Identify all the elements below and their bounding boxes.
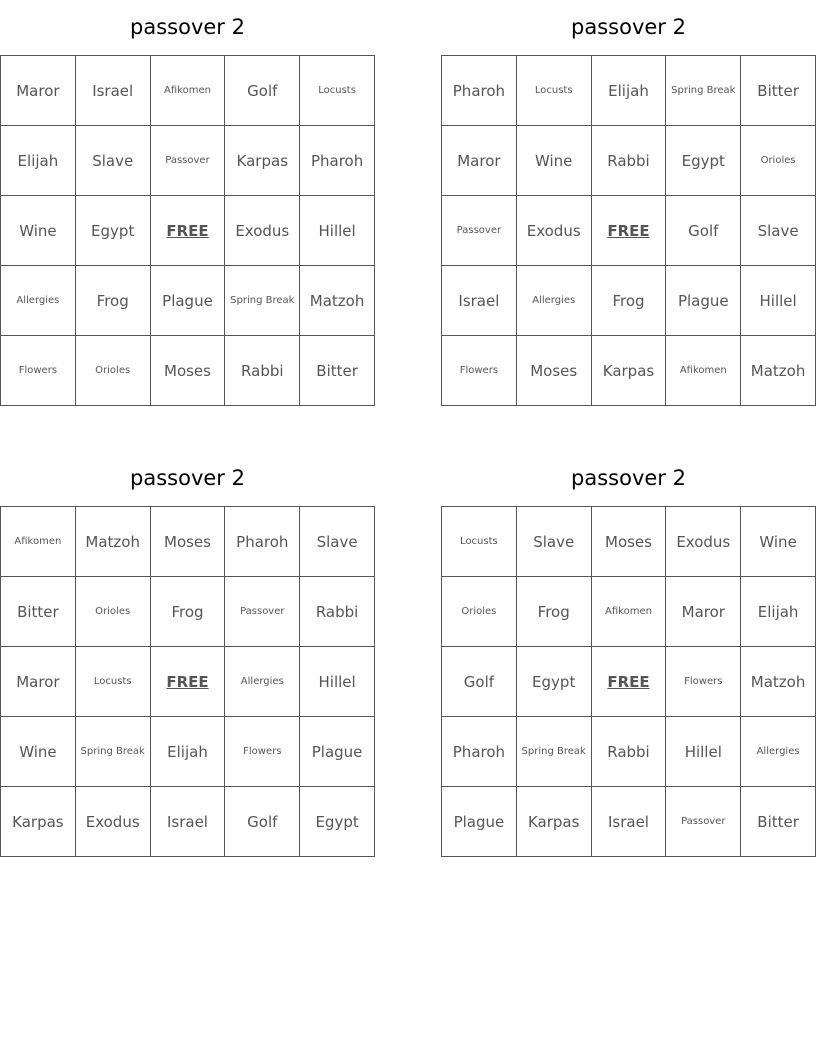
grid-row bbox=[1, 717, 375, 787]
bingo-cell: Exodus bbox=[75, 787, 150, 857]
bingo-cell: Passover bbox=[442, 196, 517, 266]
bingo-cell: Golf bbox=[225, 56, 300, 126]
grid-row bbox=[442, 787, 816, 857]
bingo-cell: Flowers bbox=[442, 336, 517, 406]
bingo-cell: Orioles bbox=[75, 336, 150, 406]
bingo-cell: Locusts bbox=[75, 647, 150, 717]
bingo-cell: Maror bbox=[1, 56, 76, 126]
bingo-cell: Allergies bbox=[1, 266, 76, 336]
bingo-cell: Rabbi bbox=[225, 336, 300, 406]
card-title: passover 2 bbox=[130, 15, 245, 39]
bingo-cell: Bitter bbox=[1, 577, 76, 647]
card-title: passover 2 bbox=[130, 466, 245, 490]
bingo-cell: Golf bbox=[225, 787, 300, 857]
grid-row bbox=[1, 647, 375, 717]
bingo-cell: Karpas bbox=[516, 787, 591, 857]
bingo-cell: Egypt bbox=[300, 787, 375, 857]
bingo-cell: Slave bbox=[516, 507, 591, 577]
grid-row bbox=[442, 647, 816, 717]
grid-row bbox=[442, 126, 816, 196]
bingo-cell: Passover bbox=[150, 126, 225, 196]
bingo-cell: Frog bbox=[516, 577, 591, 647]
bingo-grid bbox=[0, 506, 375, 857]
bingo-cell: Slave bbox=[741, 196, 816, 266]
bingo-cell: Passover bbox=[666, 787, 741, 857]
grid-row bbox=[1, 577, 375, 647]
bingo-cell: Elijah bbox=[591, 56, 666, 126]
free-cell: FREE bbox=[150, 196, 225, 266]
bingo-cell: Maror bbox=[666, 577, 741, 647]
free-cell: FREE bbox=[591, 196, 666, 266]
bingo-cell: Afikomen bbox=[666, 336, 741, 406]
bingo-cell: Frog bbox=[591, 266, 666, 336]
bingo-cell: Spring Break bbox=[225, 266, 300, 336]
bingo-cell: Pharoh bbox=[442, 717, 517, 787]
bingo-cell: Egypt bbox=[516, 647, 591, 717]
bingo-cell: Orioles bbox=[75, 577, 150, 647]
bingo-grid bbox=[441, 55, 816, 406]
grid-row bbox=[442, 336, 816, 406]
grid-row bbox=[1, 196, 375, 266]
bingo-cell: Egypt bbox=[75, 196, 150, 266]
bingo-cell: Plague bbox=[666, 266, 741, 336]
bingo-cell: Orioles bbox=[442, 577, 517, 647]
free-cell: FREE bbox=[591, 647, 666, 717]
bingo-cell: Afikomen bbox=[150, 56, 225, 126]
bingo-cell: Locusts bbox=[300, 56, 375, 126]
bingo-cell: Egypt bbox=[666, 126, 741, 196]
bingo-cell: Moses bbox=[591, 507, 666, 577]
grid-row bbox=[442, 56, 816, 126]
bingo-cell: Flowers bbox=[666, 647, 741, 717]
bingo-cell: Orioles bbox=[741, 126, 816, 196]
bingo-cell: Frog bbox=[150, 577, 225, 647]
bingo-cell: Hillel bbox=[300, 647, 375, 717]
bingo-cell: Golf bbox=[442, 647, 517, 717]
free-cell: FREE bbox=[150, 647, 225, 717]
grid-row bbox=[1, 126, 375, 196]
bingo-cell: Rabbi bbox=[300, 577, 375, 647]
bingo-cell: Passover bbox=[225, 577, 300, 647]
grid-row bbox=[442, 266, 816, 336]
bingo-cell: Israel bbox=[150, 787, 225, 857]
bingo-cell: Karpas bbox=[225, 126, 300, 196]
bingo-cell: Maror bbox=[1, 647, 76, 717]
bingo-cell: Allergies bbox=[225, 647, 300, 717]
bingo-cell: Frog bbox=[75, 266, 150, 336]
bingo-cell: Allergies bbox=[741, 717, 816, 787]
bingo-cell: Elijah bbox=[741, 577, 816, 647]
grid-row bbox=[1, 787, 375, 857]
bingo-cell: Karpas bbox=[591, 336, 666, 406]
bingo-cell: Locusts bbox=[442, 507, 517, 577]
bingo-cell: Flowers bbox=[1, 336, 76, 406]
grid-row bbox=[442, 507, 816, 577]
bingo-cell: Maror bbox=[442, 126, 517, 196]
bingo-cell: Elijah bbox=[1, 126, 76, 196]
card-title: passover 2 bbox=[571, 466, 686, 490]
bingo-cell: Matzoh bbox=[741, 336, 816, 406]
bingo-cell: Afikomen bbox=[1, 507, 76, 577]
grid-row bbox=[1, 336, 375, 406]
grid-row bbox=[442, 717, 816, 787]
bingo-cell: Afikomen bbox=[591, 577, 666, 647]
bingo-cell: Matzoh bbox=[741, 647, 816, 717]
bingo-cell: Plague bbox=[300, 717, 375, 787]
bingo-cell: Exodus bbox=[225, 196, 300, 266]
bingo-grid bbox=[441, 506, 816, 857]
bingo-cell: Spring Break bbox=[666, 56, 741, 126]
bingo-cell: Moses bbox=[150, 507, 225, 577]
bingo-cell: Pharoh bbox=[442, 56, 517, 126]
bingo-cell: Bitter bbox=[741, 787, 816, 857]
bingo-cell: Slave bbox=[75, 126, 150, 196]
bingo-cell: Israel bbox=[442, 266, 517, 336]
bingo-cell: Moses bbox=[516, 336, 591, 406]
bingo-cell: Locusts bbox=[516, 56, 591, 126]
bingo-cell: Rabbi bbox=[591, 717, 666, 787]
bingo-cell: Matzoh bbox=[75, 507, 150, 577]
bingo-cell: Flowers bbox=[225, 717, 300, 787]
bingo-grid bbox=[0, 55, 375, 406]
bingo-cell: Israel bbox=[75, 56, 150, 126]
bingo-cell: Spring Break bbox=[516, 717, 591, 787]
grid-row bbox=[442, 196, 816, 266]
bingo-cell: Matzoh bbox=[300, 266, 375, 336]
bingo-cell: Plague bbox=[442, 787, 517, 857]
bingo-cell: Golf bbox=[666, 196, 741, 266]
bingo-cell: Hillel bbox=[741, 266, 816, 336]
card-title: passover 2 bbox=[571, 15, 686, 39]
bingo-cell: Exodus bbox=[666, 507, 741, 577]
bingo-cell: Bitter bbox=[300, 336, 375, 406]
bingo-cell: Wine bbox=[516, 126, 591, 196]
bingo-cell: Rabbi bbox=[591, 126, 666, 196]
bingo-cell: Spring Break bbox=[75, 717, 150, 787]
bingo-cell: Karpas bbox=[1, 787, 76, 857]
bingo-cell: Slave bbox=[300, 507, 375, 577]
bingo-cell: Plague bbox=[150, 266, 225, 336]
grid-row bbox=[442, 577, 816, 647]
bingo-cell: Pharoh bbox=[300, 126, 375, 196]
bingo-cell: Wine bbox=[741, 507, 816, 577]
bingo-cell: Hillel bbox=[300, 196, 375, 266]
bingo-cell: Wine bbox=[1, 196, 76, 266]
bingo-cell: Elijah bbox=[150, 717, 225, 787]
bingo-cell: Bitter bbox=[741, 56, 816, 126]
bingo-cell: Hillel bbox=[666, 717, 741, 787]
grid-row bbox=[1, 56, 375, 126]
bingo-cell: Allergies bbox=[516, 266, 591, 336]
bingo-cell: Israel bbox=[591, 787, 666, 857]
grid-row bbox=[1, 266, 375, 336]
bingo-cell: Exodus bbox=[516, 196, 591, 266]
bingo-cell: Wine bbox=[1, 717, 76, 787]
bingo-cell: Moses bbox=[150, 336, 225, 406]
grid-row bbox=[1, 507, 375, 577]
bingo-cell: Pharoh bbox=[225, 507, 300, 577]
